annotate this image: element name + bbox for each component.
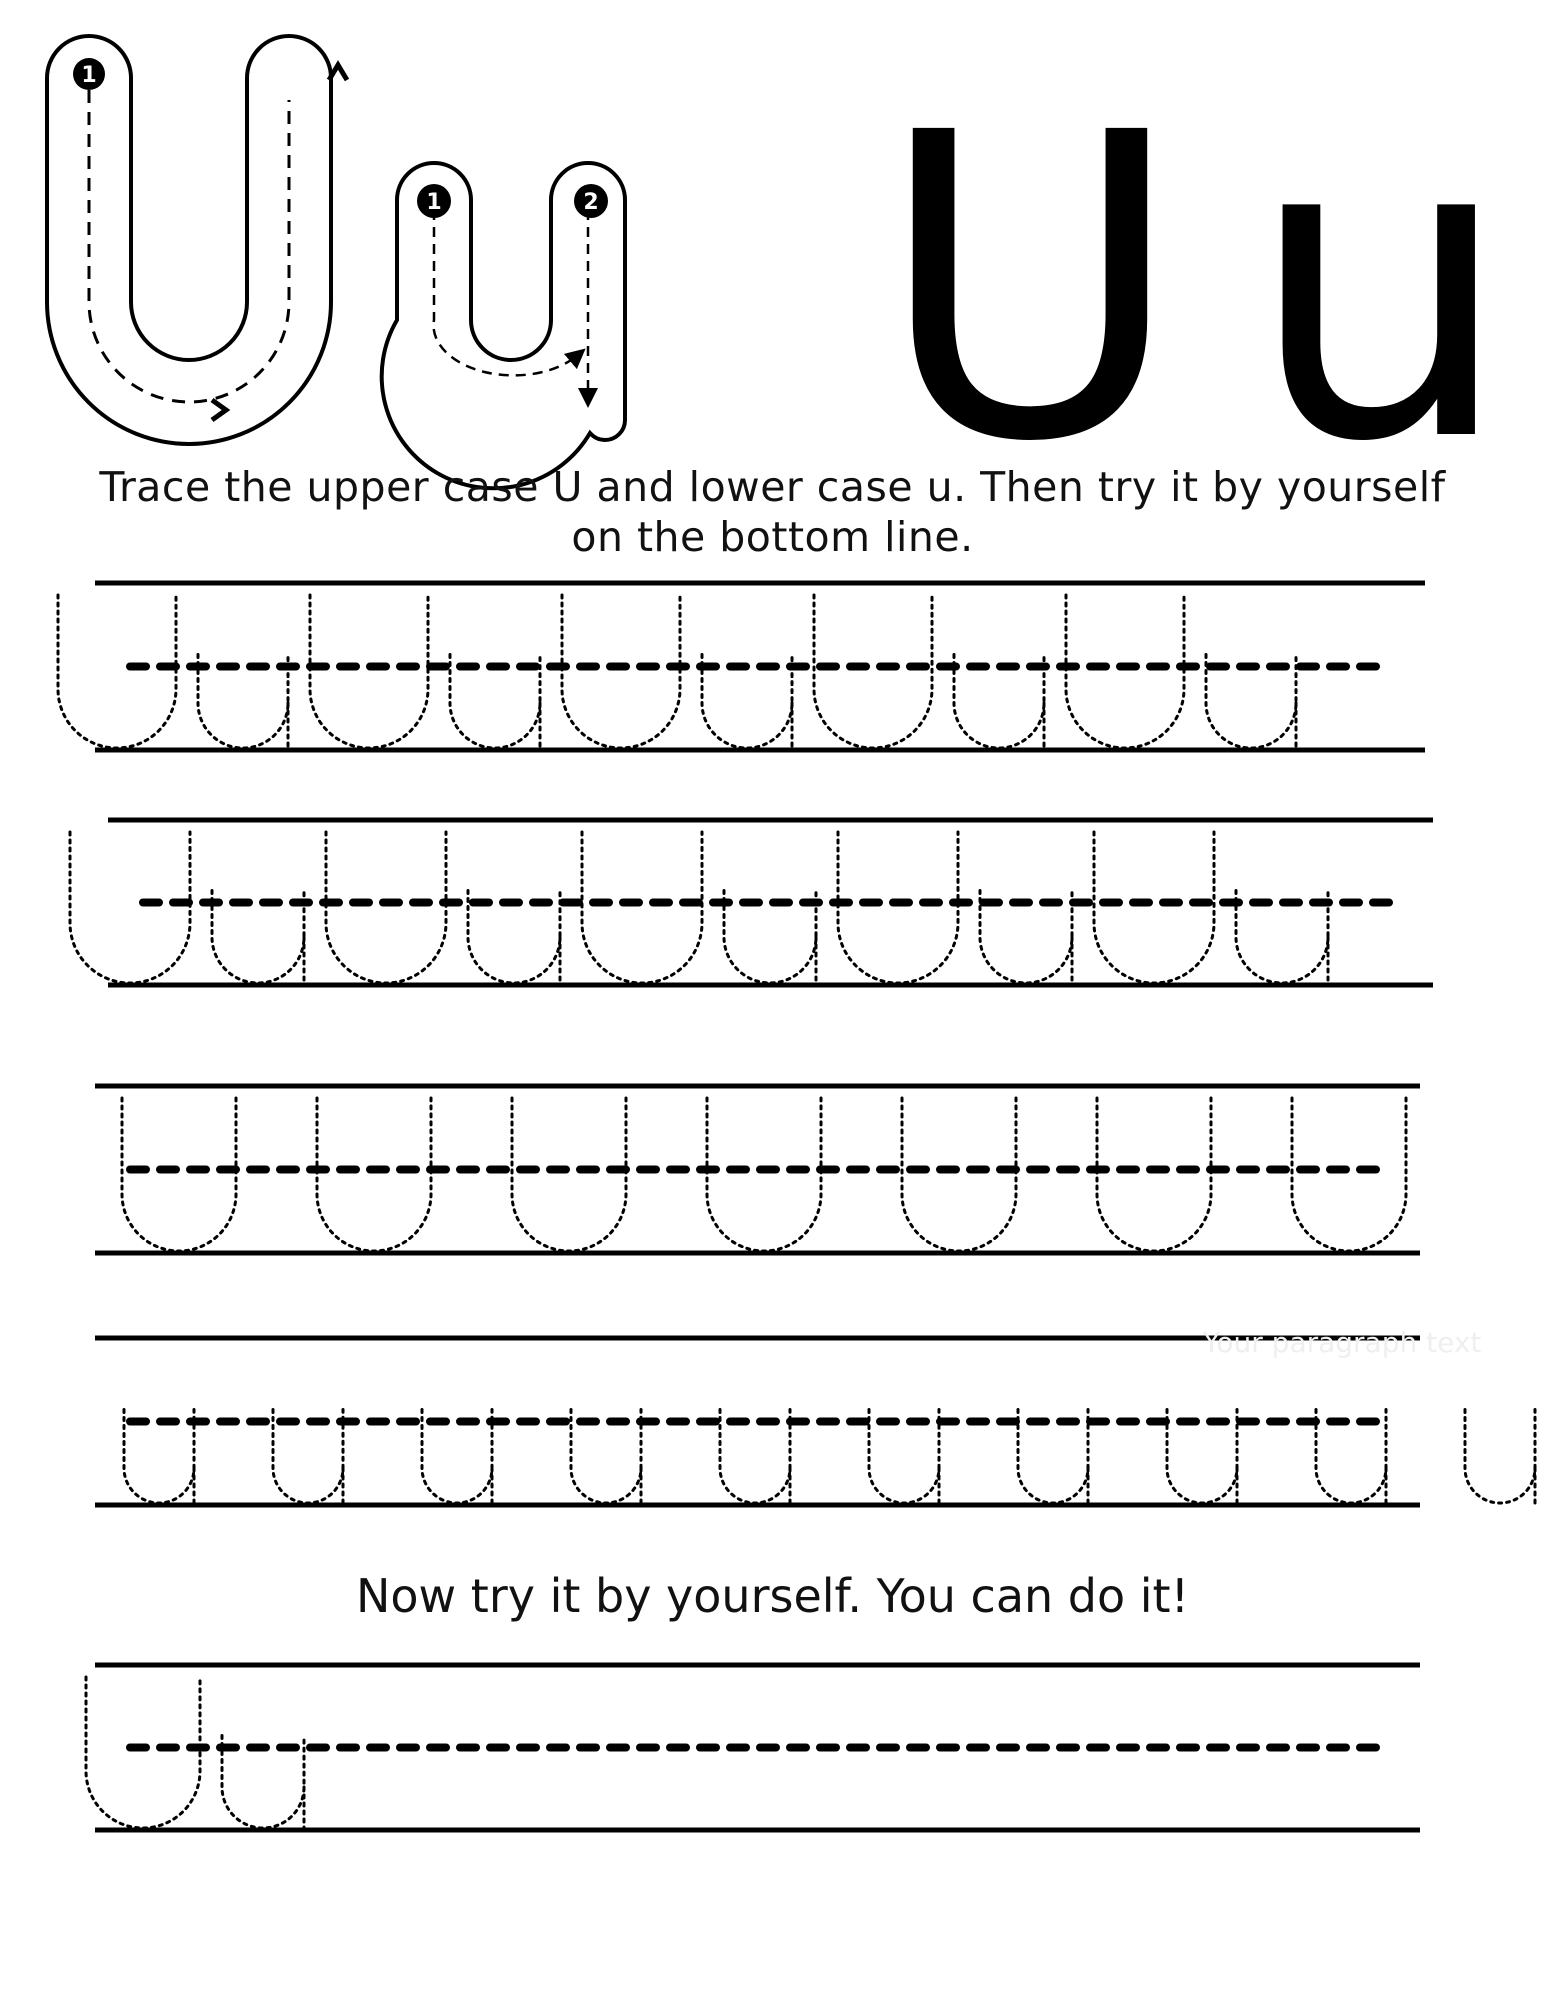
placeholder-text: Your paragraph text xyxy=(1203,1326,1482,1359)
trace-instruction xyxy=(0,462,1545,562)
trace-letter-upper-u xyxy=(86,1677,200,1828)
practice-row xyxy=(70,820,1433,985)
trace-letter-lower-u xyxy=(1465,1410,1535,1504)
practice-instruction: Now try it by yourself. You can do it! xyxy=(355,1569,1190,1623)
trace-letter-upper-u xyxy=(326,832,446,983)
trace-letter-upper-u xyxy=(838,832,958,983)
svg-text:1: 1 xyxy=(426,190,442,215)
trace-letter-upper-u xyxy=(122,1098,236,1251)
trace-letter-upper-u xyxy=(1292,1098,1406,1251)
practice-row xyxy=(86,1665,1420,1830)
trace-letter-upper-u xyxy=(582,832,702,983)
trace-letter-upper-u xyxy=(70,832,190,983)
display-lower-u: u xyxy=(1246,45,1514,534)
trace-letter-upper-u xyxy=(707,1098,821,1251)
trace-letter-upper-u xyxy=(1066,595,1184,748)
trace-instruction-line2: on the bottom line. xyxy=(571,513,974,561)
trace-letter-lower-u xyxy=(198,655,288,749)
trace-instruction-line1: Trace the upper case U and lower case u. Then try it by yourself xyxy=(99,463,1446,511)
trace-letter-upper-u xyxy=(562,595,680,748)
practice-row xyxy=(95,1086,1420,1253)
guide-upper-u xyxy=(47,36,347,444)
svg-text:1: 1 xyxy=(81,63,97,88)
practice-row xyxy=(58,583,1425,750)
trace-letter-upper-u xyxy=(58,595,176,748)
trace-letter-upper-u xyxy=(902,1098,1016,1251)
trace-letter-upper-u xyxy=(310,595,428,748)
guide-lower-u xyxy=(382,163,625,488)
trace-letter-upper-u xyxy=(814,595,932,748)
svg-text:2: 2 xyxy=(583,190,599,215)
trace-letter-upper-u xyxy=(512,1098,626,1251)
display-upper-u: U xyxy=(876,45,1184,534)
trace-letter-upper-u xyxy=(1097,1098,1211,1251)
practice-row xyxy=(95,1338,1545,1505)
trace-letter-upper-u xyxy=(1094,832,1214,983)
trace-letter-upper-u xyxy=(317,1098,431,1251)
practice-rows xyxy=(58,583,1545,1830)
